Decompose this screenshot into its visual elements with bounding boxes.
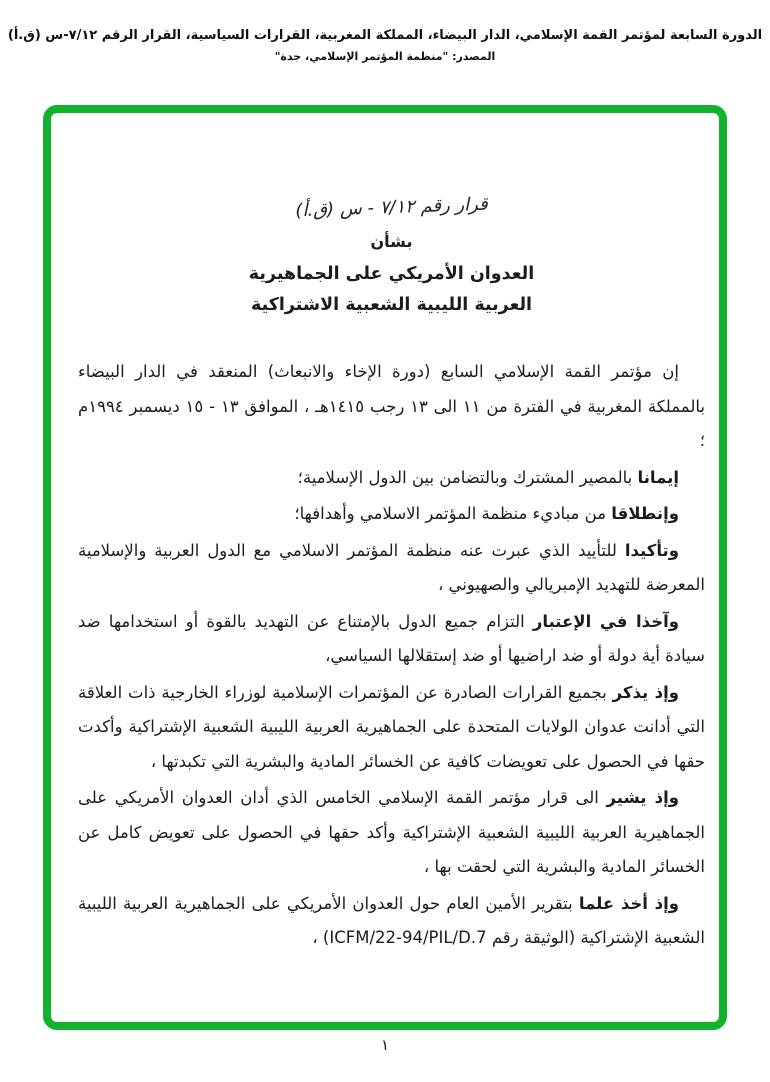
source-citation: الدورة السابعة لمؤتمر القمة الإسلامي، الدار البيضاء، المملكة المغربية، القرارات السياسية، القرار الرقم ٧/١٢-س (ق.أ): [7, 28, 763, 43]
paragraph: وإذ أخذ علما بتقرير الأمين العام حول العدوان الأمريكي على الجماهيرية العربية الليبية الشعبية الإشتراكية (الوثيقة رقم ICFM/22-94/PIL/D.7) ،: [78, 893, 705, 947]
source-header: [0, 28, 770, 63]
document-border: [43, 105, 727, 1030]
paragraph-lead-word: وإذ يذكر: [612, 682, 679, 702]
paragraph: وتأكيدا للتأييد الذي عبرت عنه منظمة المؤتمر الاسلامي مع الدول العربية والإسلامية المعرضة للتهديد الإمبريالي والصهيوني ،: [78, 540, 705, 594]
document-content: [51, 193, 719, 956]
resolution-number: قرار رقم ٧/١٢ - س (ق.أ): [294, 193, 489, 222]
paragraph-lead-word: وإنطلاقا: [611, 504, 679, 523]
subject-label: بشأن: [370, 232, 413, 251]
paragraph: وإذ يذكر بجميع القرارات الصادرة عن المؤتمرات الإسلامية لوزراء الخارجية ذات العلاقة التي أدانت عدوان الولايات المتحدة على الجماهيرية العربية الليبية الشعبية الإشتراكية وأكدت حقها في الحصول على تعويضات كافية عن الخسائر المادية والبشرية التي تكبدتها ،: [78, 682, 705, 771]
paragraph: وإنطلاقا من مباديء منظمة المؤتمر الاسلامي وأهدافها؛: [294, 504, 679, 523]
page-number: ١: [380, 1036, 390, 1054]
paragraphs: [78, 355, 705, 956]
paragraph: وآخذا في الإعتبار التزام جميع الدول بالإمتناع عن التهديد بالقوة أو استخدامها ضد سيادة أية دولة أو ضد اراضيها أو ضد إستقلالها السياسي،: [78, 611, 705, 665]
paragraph-lead-word: وآخذا في الإعتبار: [532, 611, 679, 631]
paragraph: إن مؤتمر القمة الإسلامي السابع (دورة الإخاء والانبعاث) المنعقد في الدار البيضاء بالمملكة المغربية في الفترة من ١١ الى ١٣ رجب ١٤١٥هـ ، الموافق ١٣ - ١٥ ديسمبر ١٩٩٤م ؛: [78, 362, 705, 450]
paragraph: وإذ يشير الى قرار مؤتمر القمة الإسلامي الخامس الذي أدان العدوان الأمريكي على الجماهيرية العربية الليبية الشعبية الإشتراكية وأكد حقها في الحصول على تعويض كامل عن الخسائر المادية والبشرية التي لحقت بها ،: [78, 788, 705, 876]
paragraph-lead-word: وإذ يشير: [606, 788, 679, 807]
document-title-line1: العدوان الأمريكي على الجماهيرية: [248, 264, 535, 284]
paragraph: إيمانا بالمصير المشترك وبالتضامن بين الدول الإسلامية؛: [297, 467, 679, 487]
paragraph-lead-word: وتأكيدا: [624, 540, 679, 560]
document-title-line2: العربية الليبية الشعبية الاشتراكية: [250, 295, 533, 315]
paragraph-lead-word: إيمانا: [637, 467, 679, 487]
source-attribution: المصدر: "منظمة المؤتمر الإسلامي، جدة": [274, 50, 496, 63]
paragraph-lead-word: وإذ أخذ علما: [578, 893, 679, 913]
